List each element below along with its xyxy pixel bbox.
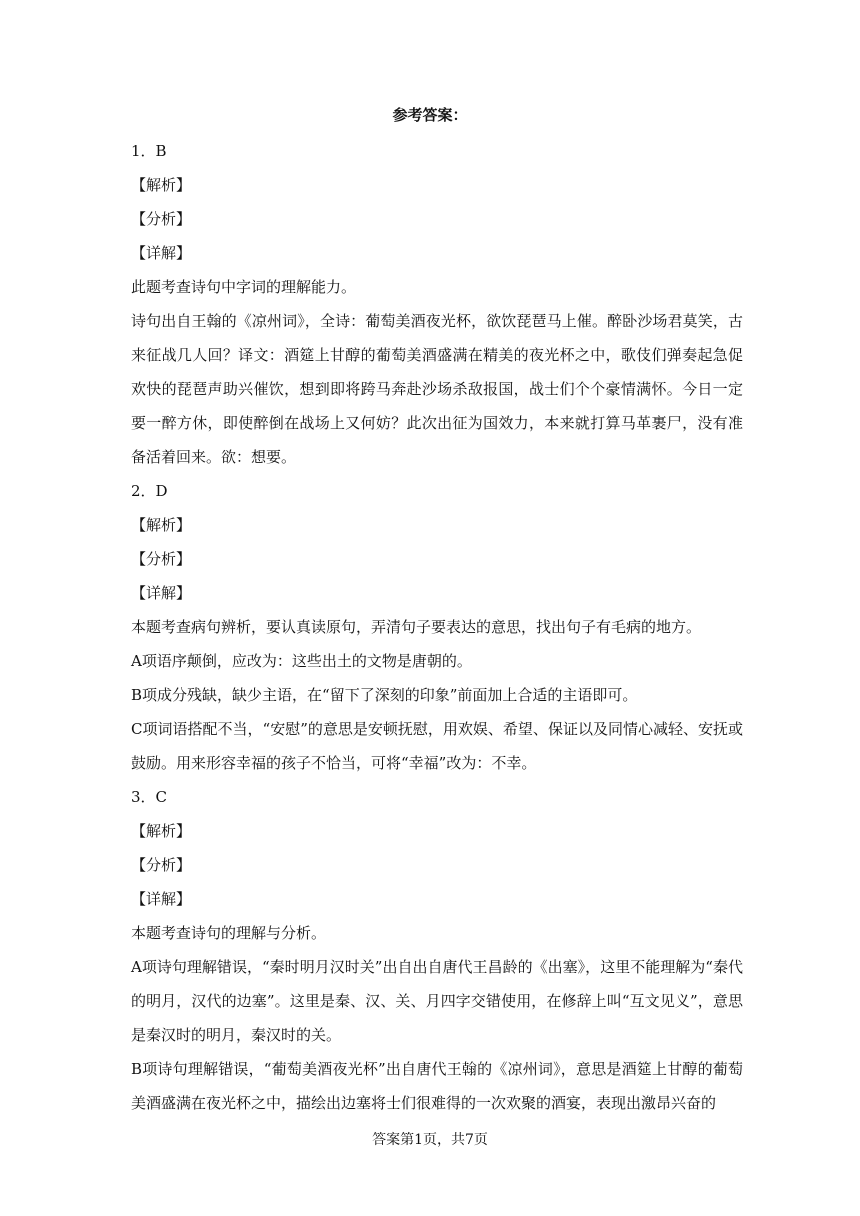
question-3-xiangjie: 【详解】 (131, 890, 192, 908)
question-3-option-b: B项诗句理解错误，“葡萄美酒夜光杯”出自唐代王翰的《凉州词》，意思是酒筵上甘醇的葡萄美酒盛满在夜光杯之中，描绘出边塞将士们很难得的一次欢聚的酒宴，表现出激昂兴奋的 (131, 1060, 743, 1112)
question-1-fenxi: 【分析】 (131, 210, 192, 228)
question-3-jiexi: 【解析】 (131, 822, 192, 840)
question-1-answer: 1．B (131, 142, 167, 160)
question-3-paragraph: 本题考查诗句的理解与分析。 (131, 924, 327, 942)
question-1-paragraph: 诗句出自王翰的《凉州词》，全诗：葡萄美酒夜光杯，欲饮琵琶马上催。醉卧沙场君莫笑，古来征战几人回？译文：酒筵上甘醇的葡萄美酒盛满在精美的夜光杯之中，歌伎们弹奏起急促欢快的琵琶声助兴催饮，想到即将跨马奔赴沙场杀敌报国，战士们个个豪情满怀。今日一定要一醉方休，即使醉倒在战场上又何妨？此次出征为国效力，本来就打算马革裹尸，没有准备活着回来。欲：想要。 (131, 312, 743, 466)
question-2-answer: 2．D (131, 482, 168, 500)
question-3-fenxi: 【分析】 (131, 856, 192, 874)
question-1-xiangjie: 【详解】 (131, 244, 192, 262)
question-2-option-b: B项成分残缺，缺少主语，在“留下了深刻的印象”前面加上合适的主语即可。 (131, 686, 638, 704)
page-footer: 答案第1页，共7页 (372, 1132, 488, 1148)
page-title: 参考答案： (392, 106, 468, 124)
answer-content (131, 134, 743, 1120)
question-3-answer: 3．C (131, 788, 168, 806)
question-2-fenxi: 【分析】 (131, 550, 192, 568)
question-2-option-c: C项词语搭配不当，“安慰”的意思是安顿抚慰，用欢娱、希望、保证以及同情心减轻、安抚或鼓励。用来形容幸福的孩子不恰当，可将“幸福”改为：不幸。 (131, 720, 743, 772)
question-2-paragraph: 本题考查病句辨析，要认真读原句，弄清句子要表达的意思，找出句子有毛病的地方。 (131, 618, 702, 636)
question-1-jiexi: 【解析】 (131, 176, 192, 194)
question-2-jiexi: 【解析】 (131, 516, 192, 534)
question-2-xiangjie: 【详解】 (131, 584, 192, 602)
question-1-paragraph: 此题考查诗句中字词的理解能力。 (131, 278, 357, 296)
question-3-option-a: A项诗句理解错误，“秦时明月汉时关”出自出自唐代王昌龄的《出塞》，这里不能理解为“秦代的明月，汉代的边塞”。这里是秦、汉、关、月四字交错使用，在修辞上叫“互文见义”，意思是秦汉时的明月，秦汉时的关。 (131, 958, 743, 1044)
question-2-option-a: A项语序颠倒，应改为：这些出土的文物是唐朝的。 (131, 652, 472, 670)
